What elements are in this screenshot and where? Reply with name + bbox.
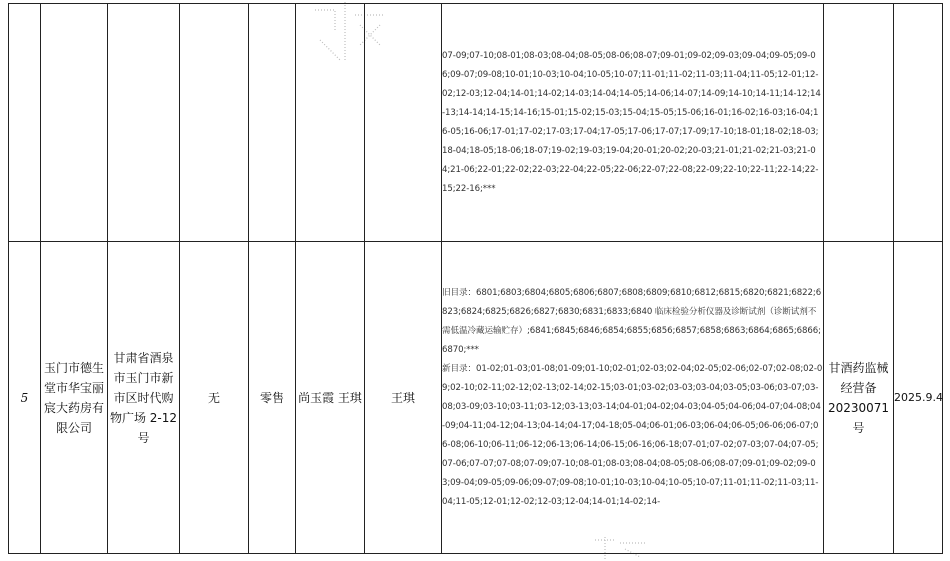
business-scope-old: 旧目录：6801;6803;6804;6805;6806;6807;6808;6809;6810;6812;6815;6820;6821;6822;6823;6824;6825;6826;6827;6830;6831;6833;6840 临床检验分析仪器及诊断试剂（诊断试剂不需低温冷藏运输贮存）;6841;6845;6846;6854;6855;6856;6857;6858;6863;6864;6865;6866;6870;*** <box>442 287 822 355</box>
business-scope-new: 新目录：01-02;01-03;01-08;01-09;01-10;02-01;02-03;02-04;02-05;02-06;02-07;02-08;02-09;02-10;02-11;02-12;02-13;02-14;02-15;03-01;03-02;03-03;03-04;03-05;03-06;03-07;03-08;03-09;03-10;03-11;03-12;03-13;03-14;04-01;04-02;04-03;04-05;04-06;04-07;04-08;04-09;04-11;04-12;04-13;04-14;04-17;04-18;05-04;06-01;06-03;06-04;06-05;06-06;06-07;06-08;06-10;06-11;06-12;06-13;06-14;06-15;06-16;06-18;07-01;07-02;07-03;07-04;07-05;07-06;07-07;07-08;07-09;07-10;08-01;08-03;08-04;08-05;08-06;08-07;09-01;09-02;09-03;09-04;09-05;09-06;09-07;09-08;10-01;10-03;10-04;10-05;10-07;11-01;11-02;11-03;11-04;11-05;12-01;12-02;12-03;12-04;14-01;14-02;14- <box>442 363 823 507</box>
cell-empty <box>296 4 365 242</box>
business-mode: 零售 <box>249 242 296 554</box>
cell-empty <box>365 4 442 242</box>
registry-table <box>8 3 943 554</box>
license-number: 甘酒药监械经营备 20230071 号 <box>824 242 894 554</box>
company-address: 甘肃省酒泉市玉门市新市区时代购物广场 2-12 号 <box>108 242 180 554</box>
table-row <box>9 242 943 554</box>
cell-empty <box>824 4 894 242</box>
business-scope-cell <box>442 242 824 554</box>
responsible-persons: 尚玉霞 王琪 <box>296 242 365 554</box>
cell-empty <box>894 4 943 242</box>
cell-empty <box>249 4 296 242</box>
company-name: 玉门市德生堂市华宝丽宸大药房有限公司 <box>41 242 108 554</box>
cell-empty <box>108 4 180 242</box>
table-row <box>9 4 943 242</box>
row-index: 5 <box>9 242 41 554</box>
business-scope-text: 07-09;07-10;08-01;08-03;08-04;08-05;08-06;08-07;09-01;09-02;09-03;09-04;09-05;09-06;09-07;09-08;10-01;10-03;10-04;10-05;10-07;11-01;11-02;11-03;11-04;11-05;12-01;12-02;12-03;12-04;14-01;14-02;14-03;14-04;14-05;14-06;14-07;14-09;14-10;14-11;14-12;14-13;14-14;14-15;14-16;15-01;15-02;15-03;15-04;15-05;15-06;16-01;16-02;16-03;16-04;16-05;16-06;17-01;17-02;17-03;17-04;17-05;17-06;17-07;17-09;17-10;18-01;18-02;18-03;18-04;18-05;18-06;18-07;19-02;19-03;19-04;20-01;20-02;20-03;21-01;21-02;21-03;21-04;21-06;22-01;22-02;22-03;22-04;22-05;22-06;22-07;22-08;22-09;22-10;22-11;22-14;22-15;22-16;*** <box>442 50 821 194</box>
cell-empty <box>180 4 249 242</box>
storage-address: 无 <box>180 242 249 554</box>
business-scope-cell <box>442 4 824 242</box>
record-date: 2025.9.4 <box>894 242 943 554</box>
cell-empty <box>41 4 108 242</box>
cell-empty <box>9 4 41 242</box>
quality-manager: 王琪 <box>365 242 442 554</box>
